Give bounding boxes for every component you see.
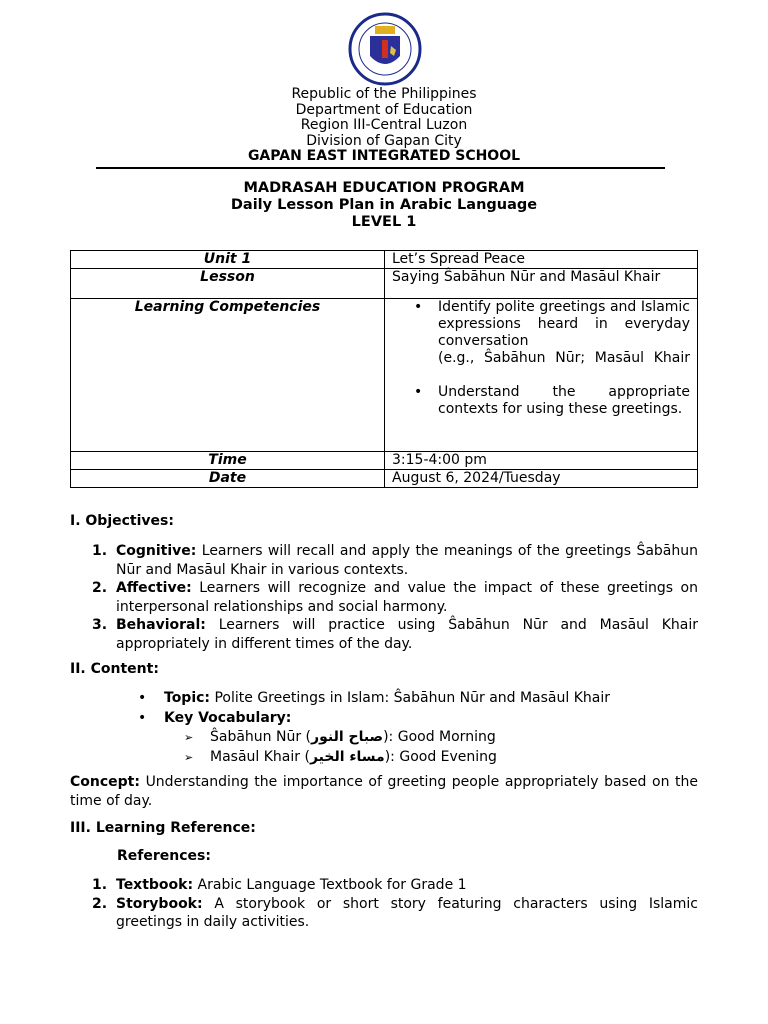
competency-item: • Identify polite greetings and Islamic expressions heard in everyday conversation (e.g., Ŝabāhun Nūr; Masāul Khair — [438, 299, 690, 384]
topic-item: • Topic: Polite Greetings in Islam: Ŝabāhun Nūr and Masāul Khair — [138, 690, 611, 706]
vocab-item: • Key Vocabulary: — [138, 709, 292, 726]
header-line: Department of Education — [295, 101, 473, 118]
vocab-entry: ➢ Ŝabāhun Nūr (صباح النور): Good Morning — [184, 729, 496, 745]
concept-paragraph: Concept: Understanding the importance of greeting people appropriately based on the time of day. — [70, 774, 698, 809]
lesson-label: Lesson — [71, 269, 385, 299]
school-name: GAPAN EAST INTEGRATED SCHOOL — [247, 148, 521, 165]
content-heading: II. Content: — [70, 661, 159, 677]
references-subheading: References: — [117, 848, 211, 864]
reference-heading: III. Learning Reference: — [70, 820, 256, 836]
time-label: Time — [71, 452, 385, 470]
document-title — [0, 180, 768, 231]
level-title: LEVEL 1 — [351, 214, 417, 230]
objective-item: 1. Cognitive: Learners will recall and apply the meanings of the greetings Ŝabāhun Nūr and Masāul Khair in various contexts. — [92, 543, 698, 578]
header-line: Division of Gapan City — [306, 132, 462, 149]
lesson-info-table — [70, 250, 698, 488]
time-value: 3:15-4:00 pm — [385, 452, 698, 470]
plan-title: Daily Lesson Plan in Arabic Language — [230, 197, 538, 213]
header-line: Republic of the Philippines — [291, 86, 477, 102]
objective-item: 2. Affective: Learners will recognize and value the impact of these greetings on interpersonal relationships and social harmony. — [92, 580, 698, 615]
reference-item: 1. Textbook: Arabic Language Textbook for Grade 1 — [92, 877, 467, 893]
references-list — [92, 876, 698, 932]
date-label: Date — [71, 470, 385, 488]
header-divider — [96, 167, 665, 169]
letterhead — [0, 87, 768, 165]
competency-item: • Understand the appropriate contexts for using these greetings. — [438, 384, 690, 418]
reference-item: 2. Storybook: A storybook or short story featuring characters using Islamic greetings in daily activities. — [92, 895, 698, 930]
vocab-entry: ➢ Masāul Khair (مساء الخير): Good Evening — [184, 748, 497, 765]
objectives-list — [92, 542, 698, 653]
objectives-heading: I. Objectives: — [70, 513, 174, 529]
unit-value: Let’s Spread Peace — [385, 251, 698, 269]
competencies-label: Learning Competencies — [71, 299, 385, 452]
header-line: Region III-Central Luzon — [300, 117, 468, 134]
content-list — [138, 689, 610, 767]
program-title: MADRASAH EDUCATION PROGRAM — [243, 180, 525, 196]
lesson-value: Saying Ŝabāhun Nūr and Masāul Khair — [385, 269, 698, 299]
competencies-list — [392, 299, 690, 418]
unit-label: Unit 1 — [71, 251, 385, 269]
date-value: August 6, 2024/Tuesday — [385, 470, 698, 488]
objective-item: 3. Behavioral: Learners will practice using Ŝabāhun Nūr and Masāul Khair appropriately in different times of the day. — [92, 617, 698, 652]
deped-seal-logo — [344, 12, 426, 86]
